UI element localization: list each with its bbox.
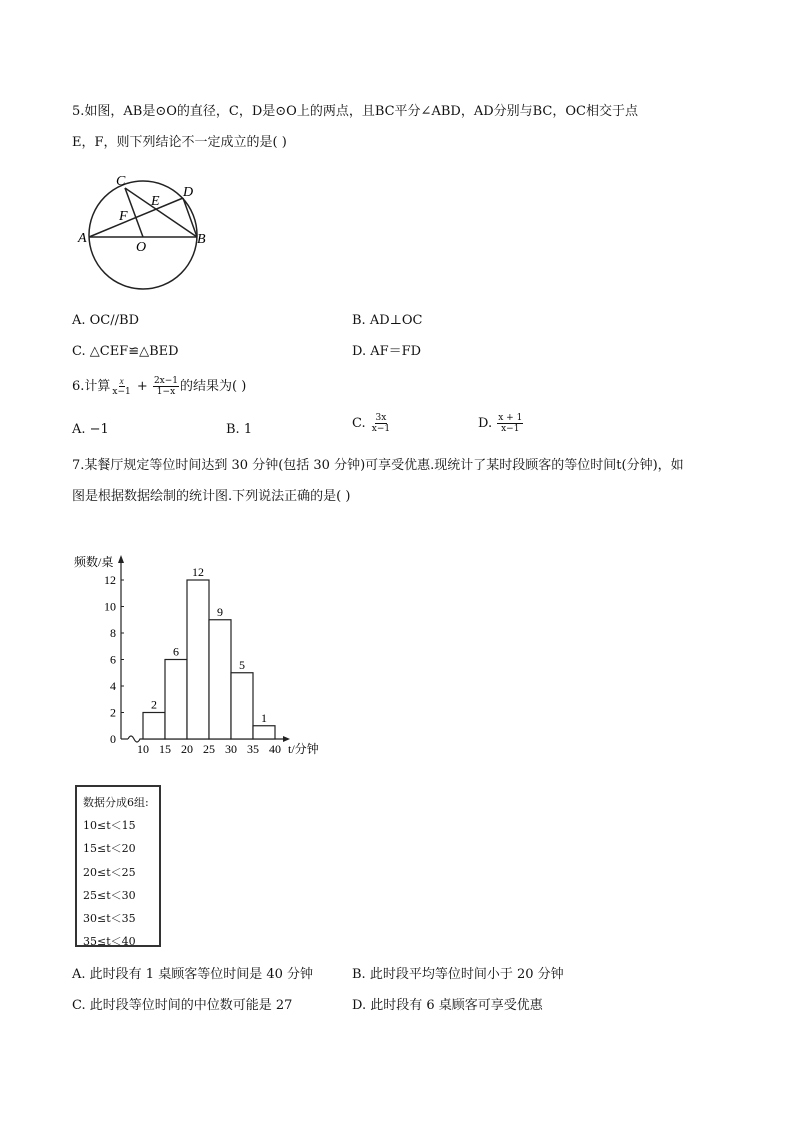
histogram-bar <box>209 620 231 739</box>
histogram-bar <box>253 726 275 739</box>
bar-value-label: 6 <box>173 644 179 659</box>
q7-histogram <box>70 545 340 760</box>
fig-label-f: F <box>119 209 128 224</box>
q5-option-d[interactable]: D. AF＝FD <box>352 344 422 359</box>
q7-option-c[interactable]: C. 此时段等位时间的中位数可能是 27 <box>72 998 293 1013</box>
y-tick-label: 10 <box>104 599 116 614</box>
q7-option-b[interactable]: B. 此时段平均等位时间小于 20 分钟 <box>352 967 564 982</box>
y-tick-label: 6 <box>110 652 116 667</box>
y-tick-label: 2 <box>110 705 116 720</box>
legend-row: 10≤t＜15 <box>83 819 136 833</box>
bar-value-label: 2 <box>151 697 157 712</box>
histogram-bar <box>165 660 187 740</box>
x-tick-label: 35 <box>247 742 259 756</box>
x-tick-label: 20 <box>181 742 193 756</box>
y-tick-label: 0 <box>110 732 116 746</box>
x-tick-label: 30 <box>225 742 237 756</box>
fig-label-d: D <box>183 185 194 200</box>
q5-option-a[interactable]: A. OC//BD <box>72 313 139 328</box>
histogram-bar <box>143 713 165 740</box>
q6-option-d[interactable]: D. $\frac{x + 1}{x-1}$ <box>478 413 523 434</box>
fig-label-o: O <box>136 240 147 255</box>
q7-option-d[interactable]: D. 此时段有 6 桌顾客可享受优惠 <box>352 998 543 1013</box>
q5-stem-line2: E，F，则下列结论不一定成立的是( ) <box>72 135 287 150</box>
q6-option-b[interactable]: B. 1 <box>226 422 253 437</box>
legend-row: 20≤t＜25 <box>83 865 136 879</box>
q5-option-b[interactable]: B. AD⊥OC <box>352 313 423 328</box>
y-axis-arrow <box>118 555 124 563</box>
y-tick-label: 12 <box>104 573 116 587</box>
histogram-bar <box>231 673 253 739</box>
legend-row: 25≤t＜30 <box>83 888 136 902</box>
q7-stem-line1: 7.某餐厅规定等位时间达到 30 分钟(包括 30 分钟)可享受优惠.现统计了某时段顾客的等位时间t(分钟)，如 <box>72 458 684 473</box>
fig-label-b: B <box>197 232 206 247</box>
legend-title: 数据分成6组: <box>83 796 149 809</box>
legend-row: 30≤t＜35 <box>83 912 136 926</box>
q6-suffix: 的结果为( ) <box>180 379 247 394</box>
x-tick-label: 40 <box>269 742 281 756</box>
q6-plus: + <box>136 379 148 394</box>
q5-stem-line1: 5.如图，AB是⊙O的直径，C，D是⊙O上的两点，且BC平分∠ABD，AD分别与BC，OC相交于点 <box>72 104 638 119</box>
histogram-bar <box>187 580 209 739</box>
q5-option-c[interactable]: C. △CEF≌△BED <box>72 344 179 359</box>
q6-option-a[interactable]: A. −1 <box>72 422 109 437</box>
q5-circle-figure <box>76 170 216 290</box>
q6-option-c[interactable]: C. $\frac{3x}{x-1}$ <box>352 413 391 434</box>
y-axis-label: 频数/桌 <box>74 555 114 569</box>
q7-option-a[interactable]: A. 此时段有 1 桌顾客等位时间是 40 分钟 <box>72 967 313 982</box>
q7-group-legend <box>75 785 161 947</box>
y-tick-label: 8 <box>110 626 116 640</box>
fig-label-c: C <box>116 174 126 189</box>
y-tick-label: 4 <box>110 679 116 693</box>
fig-label-a: A <box>78 231 87 246</box>
bar-value-label: 9 <box>217 604 223 619</box>
x-tick-label: 25 <box>203 742 215 756</box>
bar-value-label: 1 <box>261 710 267 725</box>
x-tick-label: 10 <box>137 742 149 756</box>
fig-label-e: E <box>151 194 160 209</box>
q7-stem-line2: 图是根据数据绘制的统计图.下列说法正确的是( ) <box>72 489 351 504</box>
bar-value-label: 12 <box>192 565 204 579</box>
legend-row: 35≤t＜40 <box>83 935 136 949</box>
q6-prefix: 6.计算 <box>72 379 111 394</box>
q6-stem <box>72 376 246 397</box>
legend-row: 15≤t＜20 <box>83 842 136 856</box>
q6-fraction-2: $\frac{2x-1}{1-x}$ <box>153 376 179 397</box>
x-axis-label: t/分钟 <box>288 742 319 756</box>
bar-value-label: 5 <box>239 657 245 672</box>
q6-fraction-1: $\frac{x}{x-1}$ <box>112 376 131 397</box>
x-tick-label: 15 <box>159 742 171 756</box>
